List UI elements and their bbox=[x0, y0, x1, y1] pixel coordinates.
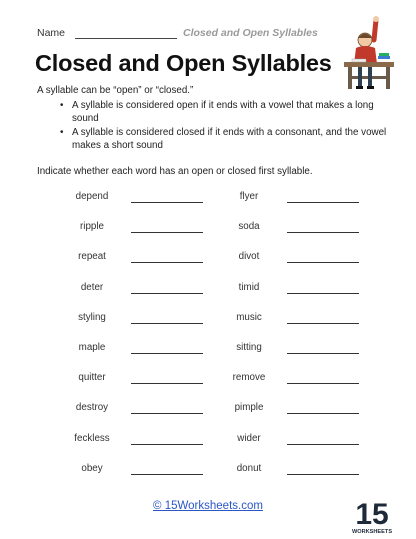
answer-blank-right-6[interactable] bbox=[287, 353, 359, 354]
15worksheets-logo bbox=[352, 494, 392, 536]
word-right-9: wider bbox=[237, 432, 261, 444]
word-right-10: donut bbox=[236, 462, 262, 474]
page-title: Closed and Open Syllables bbox=[35, 50, 332, 76]
definition-open-text: A syllable is considered open if it ends with a vowel that makes a long sound bbox=[72, 100, 374, 124]
answer-blank-right-5[interactable] bbox=[287, 323, 359, 324]
answer-blank-left-6[interactable] bbox=[131, 353, 203, 354]
word-left-6: maple bbox=[78, 342, 106, 353]
word-left-4: deter bbox=[80, 281, 104, 293]
word-right-2: soda bbox=[238, 221, 260, 233]
word-left-7: quitter bbox=[78, 372, 106, 384]
answer-blank-right-8[interactable] bbox=[287, 413, 359, 414]
answer-blank-right-7[interactable] bbox=[287, 383, 359, 384]
answer-blank-left-7[interactable] bbox=[131, 383, 203, 384]
word-right-1: flyer bbox=[239, 191, 259, 202]
answer-blank-left-2[interactable] bbox=[131, 232, 203, 233]
word-left-8: destroy bbox=[75, 402, 109, 414]
header-line bbox=[37, 27, 337, 41]
word-right-6: sitting bbox=[236, 342, 262, 353]
word-left-3: repeat bbox=[78, 251, 106, 263]
name-label: Name bbox=[37, 27, 66, 39]
word-left-2: ripple bbox=[80, 221, 104, 233]
word-right-4: timid bbox=[238, 281, 260, 293]
name-blank-line[interactable] bbox=[75, 38, 177, 39]
answer-blank-left-8[interactable] bbox=[131, 413, 203, 414]
answer-blank-left-1[interactable] bbox=[131, 202, 203, 203]
word-right-8: pimple bbox=[234, 402, 264, 414]
header-topic: Closed and Open Syllables bbox=[183, 27, 318, 39]
intro-text: A syllable can be “open” or “closed.” bbox=[37, 85, 194, 96]
answer-blank-left-4[interactable] bbox=[131, 293, 203, 294]
definition-closed bbox=[60, 127, 390, 152]
word-left-10: obey bbox=[81, 462, 103, 474]
word-left-1: depend bbox=[75, 191, 109, 202]
word-right-7: remove bbox=[232, 372, 266, 384]
definition-list bbox=[60, 100, 390, 154]
word-left-5: styling bbox=[78, 311, 106, 323]
answer-blank-right-9[interactable] bbox=[287, 444, 359, 445]
answer-blank-left-10[interactable] bbox=[131, 474, 203, 475]
copyright-text[interactable]: © 15Worksheets.com bbox=[153, 500, 263, 512]
answer-blank-right-4[interactable] bbox=[287, 293, 359, 294]
answer-blank-right-2[interactable] bbox=[287, 232, 359, 233]
word-right-5: music bbox=[236, 311, 262, 323]
answer-blank-right-1[interactable] bbox=[287, 202, 359, 203]
definition-open bbox=[60, 100, 390, 125]
answer-blank-right-3[interactable] bbox=[287, 262, 359, 263]
logo-text: WORKSHEETS bbox=[352, 529, 392, 535]
bullet-icon: • bbox=[60, 127, 64, 138]
answer-blank-left-3[interactable] bbox=[131, 262, 203, 263]
bullet-icon: • bbox=[60, 100, 64, 111]
word-right-3: divot bbox=[238, 251, 260, 263]
answer-blank-right-10[interactable] bbox=[287, 474, 359, 475]
logo-number: 15 bbox=[355, 498, 389, 531]
answer-blank-left-9[interactable] bbox=[131, 444, 203, 445]
answer-blank-left-5[interactable] bbox=[131, 323, 203, 324]
word-left-9: feckless bbox=[74, 432, 110, 444]
student-raising-hand-illustration bbox=[338, 14, 400, 94]
instruction-text: Indicate whether each word has an open or closed first syllable. bbox=[37, 166, 313, 177]
definition-closed-text: A syllable is considered closed if it ends with a consonant, and the vowel makes a short sound bbox=[72, 127, 387, 151]
